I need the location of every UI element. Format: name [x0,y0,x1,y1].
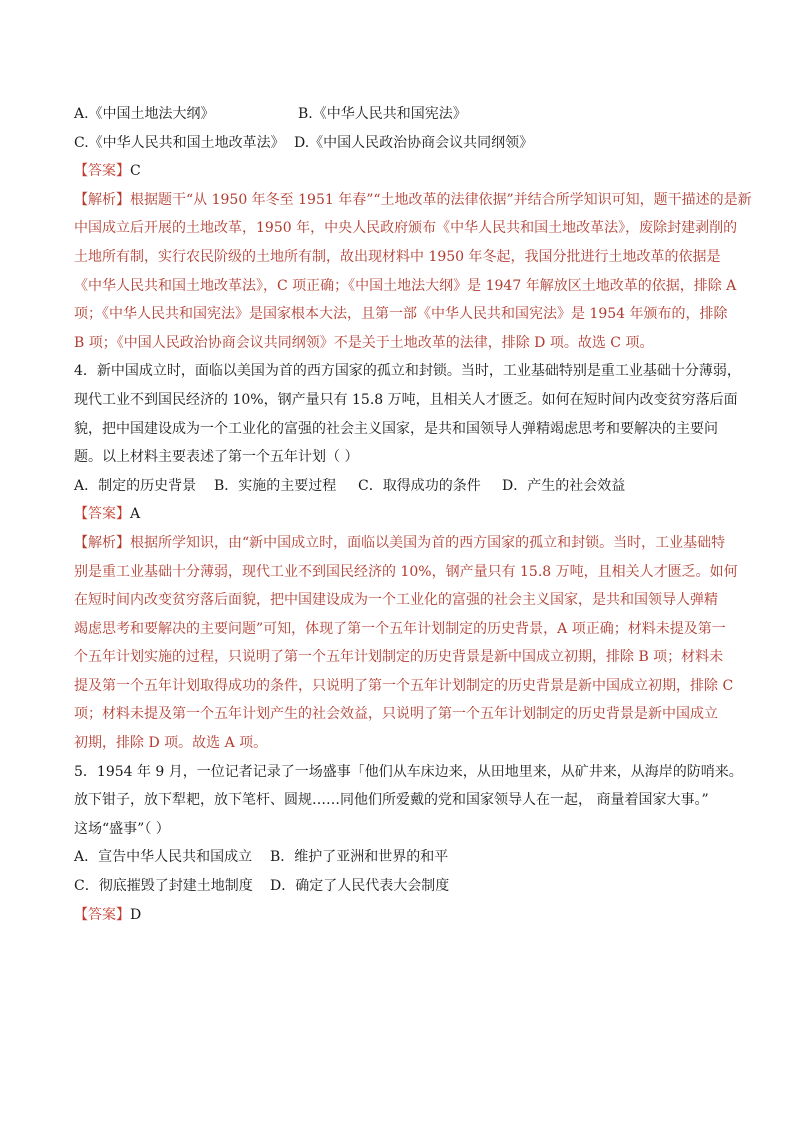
explanation-line: 别是重工业基础十分薄弱，现代工业不到国民经济的 10%，钢产量只有 15.8 万吨，且相关人才匮乏。如何 [74,563,738,580]
question-line: 放下钳子，放下犁耙，放下笔杆、圆规……同他们所爱戴的党和国家领导人在一起， 商量着国家大事。” [74,792,709,809]
q4-explanation [74,529,738,758]
answer-value: A [130,506,141,523]
question-line: 5．1954 年 9 月，一位记者记录了一场盛事「他们从车床边来，从田地里来，从矿井来，从海岸的防哨来。 [74,763,743,780]
q3-answer [74,157,724,186]
explanation-line: 初期，排除 D 项。故选 A 项。 [74,735,268,752]
explanation-line: 个五年计划实施的过程，只说明了第一个五年计划制定的历史背景是新中国成立初期，排除 B 项；材料未 [74,649,724,666]
q5-option-b: B．维护了亚洲和世界的和平 [270,849,449,866]
explanation-line: 提及第一个五年计划取得成功的条件，只说明了第一个五年计划制定的历史背景是新中国成立初期，排除 C [74,677,734,694]
answer-value: C [130,163,141,180]
explanation-line: 根据所学知识，由“新中国成立时，面临以美国为首的西方国家的孤立和封锁。当时，工业基础特 [130,534,726,551]
q5-option-d: D．确定了人民代表大会制度 [270,878,450,895]
question-line: 这场“盛事”（ ） [74,820,170,837]
question-line: 题。以上材料主要表述了第一个五年计划（ ） [74,449,359,466]
q4-question [74,357,741,471]
q5-option-a: A．宣告中华人民共和国成立 [74,849,253,866]
q5-options-row-1 [74,843,724,872]
question-line: 貌，把中国建设成为一个工业化的富强的社会主义国家，是共和国领导人弹精竭虑思考和要解决的主要问 [74,420,718,437]
q5-question [74,758,743,844]
q4-answer [74,500,724,529]
q3-explanation [74,186,752,358]
q5-options-row-2 [74,872,724,901]
q4-option-d: D．产生的社会效益 [502,477,626,494]
question-line: 现代工业不到国民经济的 10%，钢产量只有 15.8 万吨，且相关人才匮乏。如何在短时间内改变贫穷落后面 [74,391,738,408]
q5-answer [74,901,724,930]
explanation-line: 土地所有制，实行农民阶级的土地所有制，故出现材料中 1950 年冬起，我国分批进行土地改革的依据是 [74,248,721,265]
q4-option-b: B．实施的主要过程 [214,477,337,494]
explanation-line: 竭虑思考和要解决的主要问题”可知，体现了第一个五年计划制定的历史背景，A 项正确；材料未提及第一 [74,620,726,637]
answer-tag: 【答案】 [74,163,130,180]
explanation-line: 项；材料未提及第一个五年计划产生的社会效益，只说明了第一个五年计划制定的历史背景是新中国成立 [74,706,718,723]
explanation-line: 项；《中华人民共和国宪法》是国家根本大法，且第一部《中华人民共和国宪法》是 1954 年颁布的，排除 [74,306,728,323]
answer-value: D [130,906,142,923]
q4-option-a: A．制定的历史背景 [74,477,197,494]
q3-option-a: A.《中国土地法大纲》 [74,106,215,122]
explanation-line: 在短时间内改变贫穷落后面貌，把中国建设成为一个工业化的富强的社会主义国家，是共和国领导人弹精 [74,592,718,609]
q3-options-row-2 [74,129,724,158]
q3-option-d: D.《中国人民政治协商会议共同纲领》 [294,134,534,151]
explanation-line: 根据题干“从 1950 年冬至 1951 年春”“土地改革的法律依据”并结合所学知识可知，题干描述的是新 [130,191,752,208]
document-content [74,100,752,929]
explanation-tag: 【解析】 [74,191,130,208]
explanation-line: 中国成立后开展的土地改革，1950 年，中央人民政府颁布《中华人民共和国土地改革法》，废除封建剥削的 [74,220,738,237]
answer-tag: 【答案】 [74,906,130,923]
explanation-tag: 【解析】 [74,534,130,551]
question-line: 4．新中国成立时，面临以美国为首的西方国家的孤立和封锁。当时，工业基础特别是重工业基础十分薄弱， [74,363,741,380]
q5-option-c: C．彻底摧毁了封建土地制度 [74,878,253,895]
q3-option-b: B.《中华人民共和国宪法》 [298,106,467,122]
explanation-line: B 项；《中国人民政治协商会议共同纲领》不是关于土地改革的法律，排除 D 项。故选 C 项。 [74,334,654,351]
q4-options-row [74,472,724,501]
q3-options-row-1 [74,100,724,129]
q4-option-c: C．取得成功的条件 [358,477,481,494]
q3-option-c: C.《中华人民共和国土地改革法》 [74,134,285,151]
answer-tag: 【答案】 [74,506,130,523]
explanation-line: 《中华人民共和国土地改革法》，C 项正确；《中国土地法大纲》是 1947 年解放区土地改革的依据，排除 A [74,277,737,294]
